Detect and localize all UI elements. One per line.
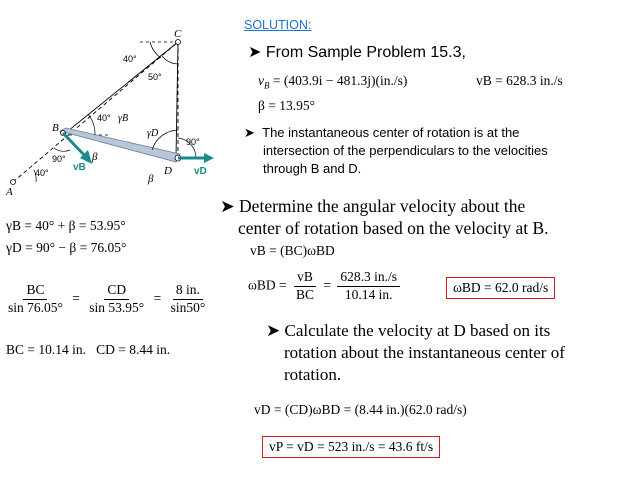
bullet-angular-velocity xyxy=(220,195,549,239)
frac-vb-bc-den: BC xyxy=(296,286,315,302)
bullet-velocity-d-line2: rotation about the instantaneous center of xyxy=(284,343,565,362)
bullet-arrow: ➤ xyxy=(248,44,262,61)
bullet-instant-center-line2: intersection of the perpendiculars to the velocities xyxy=(263,143,548,158)
angle-arc-50 xyxy=(162,56,178,64)
frac-cd-den: sin 53.95° xyxy=(89,299,145,315)
bullet-instant-center-line1: The instantaneous center of rotation is at the xyxy=(262,125,520,140)
label-a: A xyxy=(6,186,13,198)
angle-arc-b-low xyxy=(54,148,70,151)
bullet-arrow: ➤ xyxy=(244,125,255,140)
label-angle-40-mid: 40° xyxy=(97,113,111,123)
frac-8in xyxy=(168,283,209,316)
bullet-instant-center xyxy=(244,124,548,178)
label-vb: vB xyxy=(73,162,86,173)
frac-8in-den: sin50° xyxy=(170,299,206,315)
eq-gamma-d: γD = 90° − β = 76.05° xyxy=(6,240,127,255)
bullet-instant-center-line3: through B and D. xyxy=(263,161,362,176)
bullet-arrow: ➤ xyxy=(266,321,281,340)
eq-omega xyxy=(248,270,403,303)
eq-beta: β = 13.95° xyxy=(258,98,316,113)
result-vp: vP = vD = 523 in./s = 43.6 ft/s xyxy=(262,436,440,458)
label-vd: vD xyxy=(194,166,207,177)
label-angle-90-left: 90° xyxy=(52,154,66,164)
label-d: D xyxy=(164,165,172,177)
label-angle-40-low: 40° xyxy=(35,168,49,178)
frac-cd xyxy=(86,283,147,316)
eq-law-of-sines: $\frac{BC}{\sin 76.05^\circ}$ = $\frac{CD}{\sin 53.95^\circ}$ = $\frac{8 in.}{\sin 50^\circ}$ xyxy=(2,283,211,316)
eq-vb-relation: vB = (BC)ωBD xyxy=(250,243,335,258)
label-angle-40-top: 40° xyxy=(123,54,137,64)
label-angle-50: 50° xyxy=(148,72,162,82)
bar-bd xyxy=(60,128,180,162)
bullet-angular-velocity-line2: center of rotation based on the velocity at B. xyxy=(238,218,549,238)
angle-arc-top xyxy=(150,42,161,58)
eq-vd: vD = (CD)ωBD = (8.44 in.)(62.0 rad/s) xyxy=(254,402,467,417)
label-gamma-d: γD xyxy=(147,128,159,139)
instant-center-diagram xyxy=(0,0,232,200)
eq-gamma-b: γB = 40° + β = 53.95° xyxy=(6,218,126,233)
frac-bc xyxy=(5,283,66,316)
eq-vb-magnitude: vB = 628.3 in./s xyxy=(476,73,563,88)
label-angle-90-right: 90° xyxy=(186,137,200,147)
frac-bc-num: BC xyxy=(23,283,47,300)
eq-omega-equals: = xyxy=(323,277,332,293)
label-b: B xyxy=(52,122,59,134)
label-gamma-b: γB xyxy=(118,113,129,124)
label-c: C xyxy=(174,28,182,40)
eq-vb-vector-text: = (403.9i − 481.3j)(in./s) xyxy=(272,73,408,88)
label-beta-2: β xyxy=(148,173,154,185)
solution-heading: SOLUTION: xyxy=(244,18,312,32)
bullet-velocity-d-line1: Calculate the velocity at D based on its xyxy=(284,321,551,340)
frac-values-num: 628.3 in./s xyxy=(337,270,400,287)
bullet-sample-problem-text: From Sample Problem 15.3, xyxy=(265,44,466,61)
frac-values-den: 10.14 in. xyxy=(344,286,393,302)
bullet-velocity-d-line3: rotation. xyxy=(284,365,342,384)
result-omega: ωBD = 62.0 rad/s xyxy=(446,277,555,299)
eq-lengths: BC = 10.14 in. CD = 8.44 in. xyxy=(6,342,171,357)
frac-cd-num: CD xyxy=(104,283,129,300)
vector-vd-head xyxy=(204,153,214,163)
frac-8in-num: 8 in. xyxy=(173,283,203,300)
frac-vb-bc-num: vB xyxy=(294,270,316,287)
point-a xyxy=(11,180,16,185)
frac-bc-den: sin 76.05° xyxy=(8,299,63,315)
eq-omega-lhs: ωBD = xyxy=(248,277,287,293)
bullet-velocity-d xyxy=(266,320,565,386)
eq-vb-vector: $v_B = (403.9i - 481.3j)(in./s)$ xyxy=(258,73,408,91)
bullet-sample-problem xyxy=(248,42,466,62)
bullet-angular-velocity-line1: Determine the angular velocity about the xyxy=(239,196,526,216)
bullet-arrow: ➤ xyxy=(220,196,235,216)
point-c xyxy=(176,40,181,45)
frac-vb-bc xyxy=(293,270,317,303)
label-beta-1: β xyxy=(92,151,98,163)
frac-values xyxy=(337,270,400,303)
